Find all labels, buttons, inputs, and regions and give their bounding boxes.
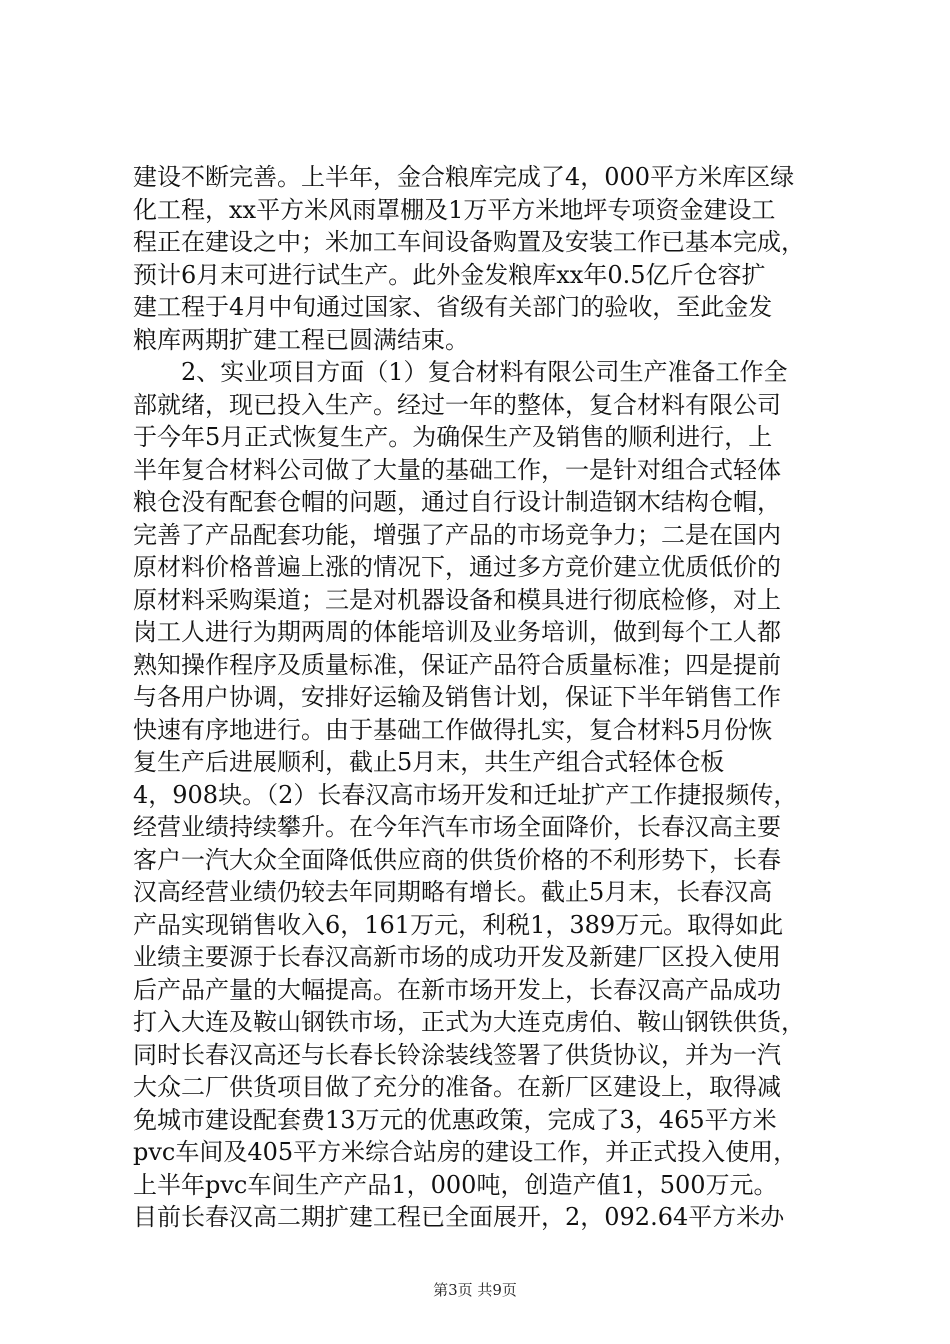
text-line: 建工程于4月中旬通过国家、省级有关部门的验收，至此金发	[133, 293, 773, 321]
text-line: 粮库两期扩建工程已圆满结束。	[133, 325, 469, 354]
text-line: 复生产后进展顺利，截止5月末，共生产组合式轻体仓板	[133, 748, 725, 776]
text-line: 于今年5月正式恢复生产。为确保生产及销售的顺利进行，上	[133, 423, 773, 451]
text-line: 原材料价格普遍上涨的情况下，通过多方竞价建立优质低价的	[133, 553, 781, 581]
text-line: 快速有序地进行。由于基础工作做得扎实，复合材料5月份恢	[133, 715, 773, 744]
body-text	[133, 161, 823, 1234]
text-line: 客户一汽大众全面降低供应商的供货价格的不利形势下，长春	[133, 845, 781, 874]
text-line: 大众二厂供货项目做了充分的准备。在新厂区建设上，取得减	[133, 1073, 781, 1101]
text-line: 建设不断完善。上半年，金合粮库完成了4，000平方米库区绿	[133, 163, 795, 191]
text-line: 同时长春汉高还与长春长铃涂装线签署了供货协议，并为一汽	[133, 1040, 781, 1069]
text-line: 打入大连及鞍山钢铁市场，正式为大连克虏伯、鞍山钢铁供货，	[133, 1008, 805, 1036]
text-line: 后产品产量的大幅提高。在新市场开发上，长春汉高产品成功	[133, 975, 781, 1004]
text-line: 原材料采购渠道；三是对机器设备和模具进行彻底检修，对上	[133, 585, 781, 614]
text-line: 熟知操作程序及质量标准，保证产品符合质量标准；四是提前	[133, 650, 781, 679]
text-line: 预计6月末可进行试生产。此外金发粮库xx年0.5亿斤仓容扩	[133, 260, 766, 289]
text-line: 业绩主要源于长春汉高新市场的成功开发及新建厂区投入使用	[133, 943, 781, 971]
text-line: 4，908块。（2）长春汉高市场开发和迁址扩产工作捷报频传，	[133, 780, 798, 809]
page-number-footer: 第3页 共9页	[433, 1281, 517, 1299]
text-line: 岗工人进行为期两周的体能培训及业务培训，做到每个工人都	[133, 618, 781, 646]
text-line: 目前长春汉高二期扩建工程已全面展开，2，092.64平方米办	[133, 1203, 785, 1231]
text-line: 部就绪，现已投入生产。经过一年的整体，复合材料有限公司	[133, 390, 781, 419]
text-line: 程正在建设之中；米加工车间设备购置及安装工作已基本完成，	[133, 228, 805, 256]
text-line: 上半年pvc车间生产产品1，000吨，创造产值1，500万元。	[133, 1170, 778, 1199]
text-line: 产品实现销售收入6，161万元，利税1，389万元。取得如此	[133, 910, 784, 939]
text-line: 与各用户协调，安排好运输及销售计划，保证下半年销售工作	[133, 683, 781, 711]
text-line: 汉高经营业绩仍较去年同期略有增长。截止5月末，长春汉高	[133, 878, 773, 906]
text-line: pvc车间及405平方米综合站房的建设工作，并正式投入使用，	[133, 1138, 798, 1166]
text-line: 化工程，xx平方米风雨罩棚及1万平方米地坪专项资金建设工	[133, 195, 776, 224]
text-line: 免城市建设配套费13万元的优惠政策，完成了3，465平方米	[133, 1105, 777, 1134]
text-line: 半年复合材料公司做了大量的基础工作，一是针对组合式轻体	[133, 455, 781, 484]
text-line: 完善了产品配套功能，增强了产品的市场竞争力；二是在国内	[133, 520, 781, 549]
text-line: 粮仓没有配套仓帽的问题，通过自行设计制造钢木结构仓帽，	[133, 488, 781, 516]
text-line: 经营业绩持续攀升。在今年汽车市场全面降价，长春汉高主要	[133, 813, 781, 841]
paragraph-start-line: 2、实业项目方面（1）复合材料有限公司生产准备工作全	[181, 358, 788, 386]
